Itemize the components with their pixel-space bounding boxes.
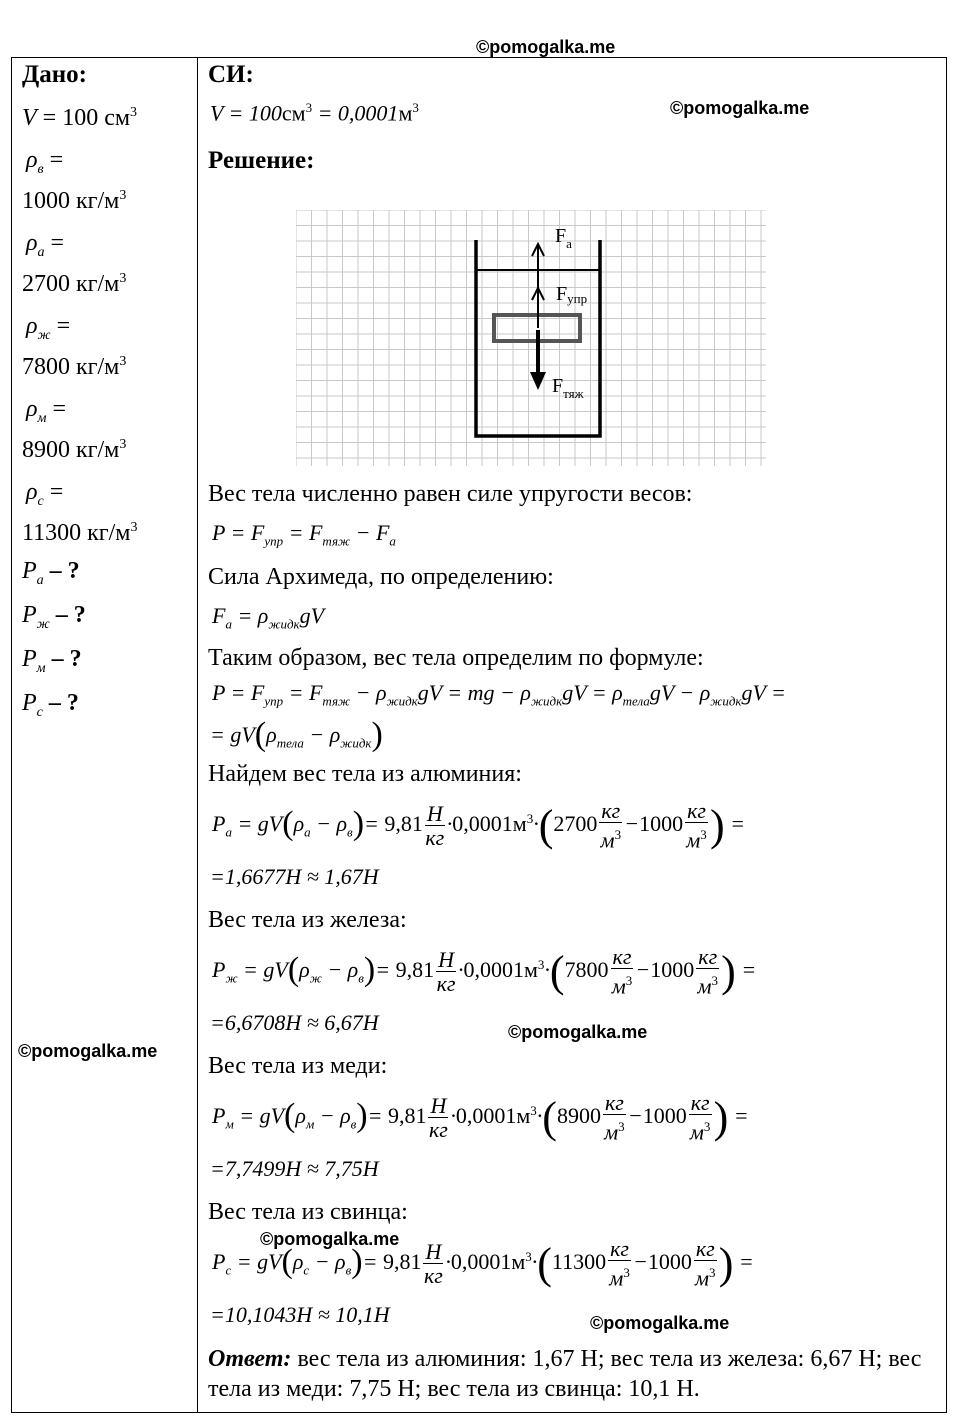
result-aluminium: =1,6677H ≈ 1,67H (210, 864, 379, 889)
text-archimedes: Сила Архимеда, по определению: (208, 564, 554, 590)
given-item: 2700 $кг/м^3$ (22, 271, 127, 297)
text-weight-equals-elastic: Вес тела численно равен силе упругости весов: (208, 481, 693, 507)
result-copper: =7,7499H ≈ 7,75H (210, 1156, 379, 1181)
unknown-item: $P_м$ – ? (22, 645, 82, 676)
given-item: 8900 $кг/м^3$ (22, 437, 127, 463)
column-divider (197, 57, 198, 1413)
forces-diagram (296, 210, 766, 466)
unknown-item: $P_ж$ – ? (22, 601, 86, 632)
calc-copper: $P_м = gV(\rho_м - \rho_в)= 9,81$ $\frac{H}{кг}$ $\cdot 0,0001м^3\cdot(8900$ $\frac{кг}{м^3}$ −1000 $\frac{кг}{м^3}$ ) = (212, 1090, 749, 1145)
formula-general-1: $P = F_{упр} = F_{тяж} - \rho_{жидк}gV$ = mg − $\rho_{жидк}gV = \rho_{тела}gV - \rho_{жидк}gV$ = (212, 680, 786, 709)
answer-text: вес тела из алюминия: 1,67 Н; вес тела из железа: 6,67 Н; вес тела из меди: 7,75 Н; вес тела из свинца: 10,1 Н. (208, 1346, 922, 1402)
solution-header: Решение: (208, 147, 315, 174)
watermark-top: ©pomogalka.me (476, 37, 616, 57)
given-item: $\rho_ж$ = (26, 312, 71, 343)
watermark-mid: ©pomogalka.me (508, 1022, 648, 1042)
answer-label: Ответ: (208, 1346, 292, 1372)
watermark-bottom: ©pomogalka.me (590, 1313, 730, 1333)
grid-background (296, 210, 766, 466)
label-f-a: $F_а$ (555, 225, 572, 251)
label-f-tyazh: $F_{тяж}$ (552, 375, 584, 401)
text-iron: Вес тела из железа: (208, 907, 407, 933)
given-item: $\rho_м$ = (26, 395, 67, 426)
si-conversion: $V = 100см^3 = 0,0001м^3$ (210, 100, 419, 126)
text-thus: Таким образом, вес тела определим по формуле: (208, 645, 704, 671)
calc-lead: $P_с = gV(\rho_с - \rho_в)= 9,81$ $\frac{H}{кг}$ $\cdot 0,0001м^3\cdot(11300$ $\frac{кг}{м^3}$ −1000 $\frac{кг}{м^3}$ ) = (212, 1236, 754, 1291)
calc-aluminium: $P_а = gV(\rho_а - \rho_в)= 9,81$ $\frac{H}{кг}$ $\cdot 0,0001м^3\cdot(2700$ $\frac{кг}{м^3}$ −1000 $\frac{кг}{м^3}$ ) = (212, 798, 745, 853)
text-lead: Вес тела из свинца: (208, 1199, 408, 1225)
given-item: V = 100 $см^3$ (22, 105, 138, 131)
given-header: Дано: (22, 61, 87, 88)
formula-weight: $P = F_{упр} = F_{тяж} - F_а$ (212, 520, 396, 549)
watermark-left: ©pomogalka.me (18, 1041, 158, 1061)
unknown-item: $P_а$ – ? (22, 557, 80, 588)
watermark-si: ©pomogalka.me (670, 98, 810, 118)
given-item: 7800 $кг/м^3$ (22, 354, 127, 380)
text-aluminium: Найдем вес тела из алюминия: (208, 761, 522, 787)
unknown-item: $P_с$ – ? (22, 689, 79, 720)
formula-general-2: = $gV(\rho_{тела} - \rho_{жидк})$ (210, 716, 383, 753)
answer (208, 1344, 933, 1404)
si-header: СИ: (208, 61, 254, 88)
unknown-list (22, 549, 192, 725)
given-item: $\rho_в$ = (26, 146, 64, 177)
result-iron: =6,6708H ≈ 6,67H (210, 1010, 379, 1035)
text-copper: Вес тела из меди: (208, 1053, 388, 1079)
given-item: 1000 $кг/м^3$ (22, 188, 127, 214)
label-f-upr: Fупр (556, 283, 588, 306)
watermark-lead: ©pomogalka.me (260, 1229, 400, 1249)
given-list (22, 92, 192, 549)
calc-iron: $P_ж = gV(\rho_ж - \rho_в)= 9,81$ $\frac{H}{кг}$ $\cdot 0,0001м^3\cdot(7800$ $\frac{кг}{м^3}$ −1000 $\frac{кг}{м^3}$ ) = (212, 944, 757, 999)
given-item: $\rho_с$ = (26, 478, 64, 509)
given-item: 11300 $кг/м^3$ (22, 520, 138, 546)
given-column (22, 58, 192, 725)
given-item: $\rho_а$ = (26, 229, 65, 260)
result-lead: =10,1043H ≈ 10,1H (210, 1302, 390, 1327)
formula-archimedes: $F_а = \rho_{жидк}gV$ (212, 603, 325, 632)
